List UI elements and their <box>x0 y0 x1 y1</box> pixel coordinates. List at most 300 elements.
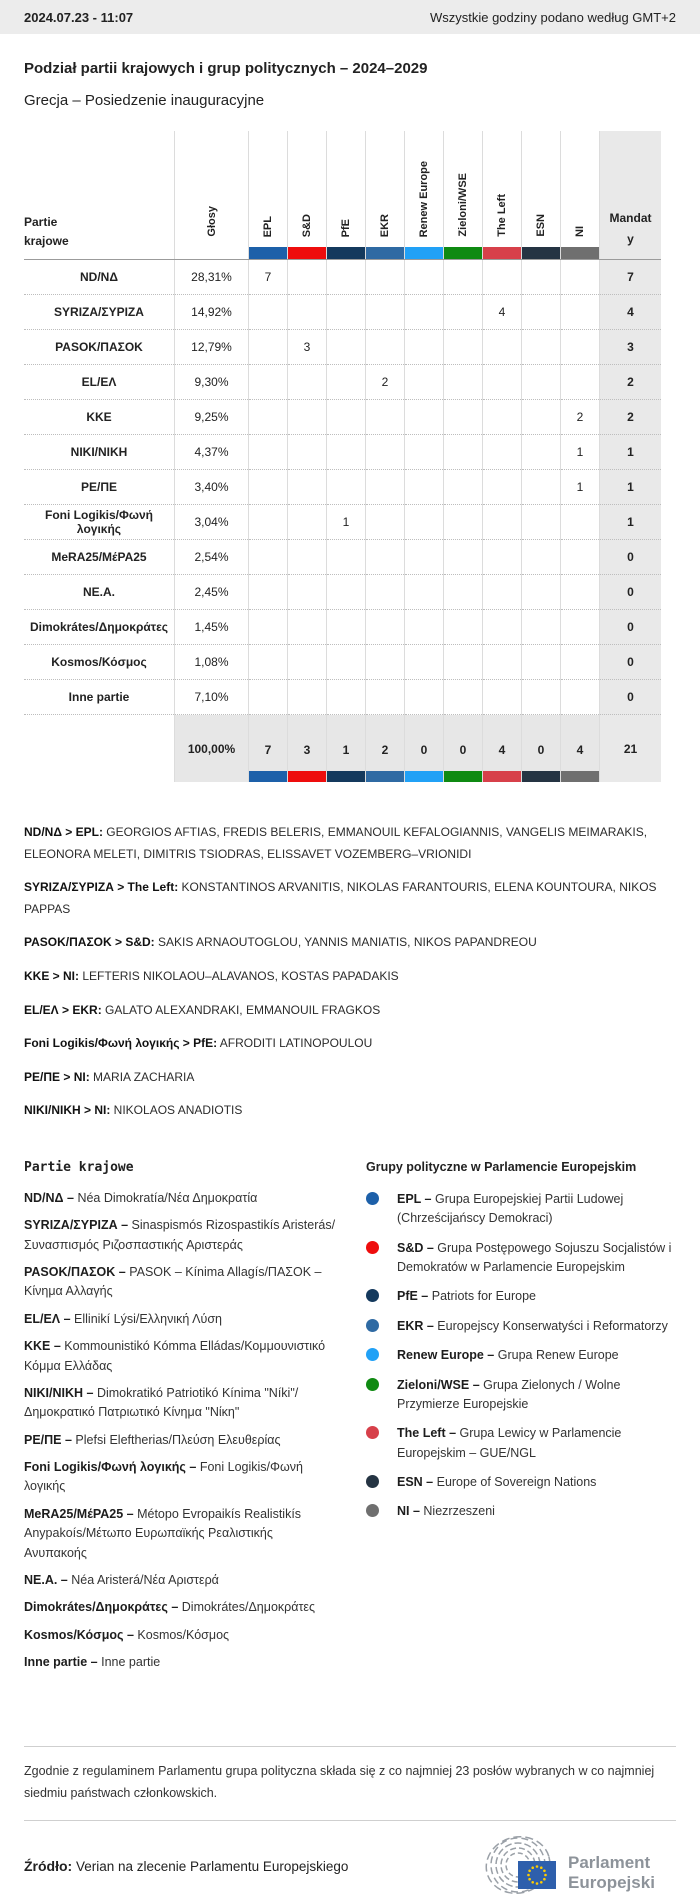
total-group-seats-value: 4 <box>498 743 506 757</box>
legend-group-name: ESN – <box>397 1475 437 1490</box>
group-seats-cell: 1 <box>327 505 366 540</box>
legend-party-item <box>24 1216 336 1255</box>
group-column-header-zieloni-wse <box>444 131 483 260</box>
assignment-prefix: PASOK/ΠΑΣΟΚ > S&D: <box>24 935 155 950</box>
page-title: Podział partii krajowych i grup politycznych – 2024–2029 <box>24 60 428 77</box>
group-seats-cell <box>249 575 288 610</box>
group-column-header-renew-europe <box>405 131 444 260</box>
votes-cell: 7,10% <box>175 680 249 715</box>
group-seats-cell <box>522 505 561 540</box>
party-name-cell: EL/ΕΛ <box>24 365 175 400</box>
legend-national-parties <box>24 1160 336 1681</box>
legend-party-name: NIKI/NIKH – <box>24 1385 97 1400</box>
votes-cell: 14,92% <box>175 295 249 330</box>
total-group-color-bar <box>522 771 560 782</box>
party-column-header <box>24 131 175 260</box>
legend-group-item <box>366 1502 676 1521</box>
group-seats-cell <box>327 435 366 470</box>
legend-group-name: EKR – <box>397 1318 438 1333</box>
assignment-line <box>24 966 676 988</box>
total-group-seats-value: 2 <box>381 743 389 757</box>
legend-party-item <box>24 1310 336 1329</box>
group-seats-cell <box>249 540 288 575</box>
legend-party-desc: Ellinikí Lýsi/Ελληνική Λύση <box>74 1311 222 1326</box>
party-name-cell: SYRIZA/ΣΥΡΙΖΑ <box>24 295 175 330</box>
group-seats-cell <box>483 575 522 610</box>
legend-group-item <box>366 1376 676 1415</box>
group-seats-cell <box>483 540 522 575</box>
source-text: Verian na zlecenie Parlamentu Europejskiego <box>75 1858 349 1874</box>
total-group-seats-cell <box>405 715 444 783</box>
assignment-line <box>24 1033 676 1055</box>
legend-group-item <box>366 1317 676 1336</box>
mandates-cell: 0 <box>600 575 662 610</box>
datetime-label: 2024.07.23 - 11:07 <box>24 9 134 25</box>
group-column-header-label: EKR <box>379 213 391 237</box>
group-seats-cell <box>444 330 483 365</box>
group-seats-cell <box>288 610 327 645</box>
total-group-seats-cell <box>366 715 405 783</box>
legend-party-desc: Plefsi Eleftherias/Πλεύση Ελευθερίας <box>75 1432 281 1447</box>
group-seats-cell <box>405 575 444 610</box>
mandates-cell: 7 <box>600 260 662 295</box>
total-group-color-bar <box>249 771 287 782</box>
group-seats-cell: 2 <box>561 400 600 435</box>
group-seats-cell <box>561 295 600 330</box>
legend-party-name: Dimokrátes/Δημοκράτες – <box>24 1600 182 1615</box>
group-seats-cell <box>405 470 444 505</box>
group-seats-cell <box>249 295 288 330</box>
legend-party-name: KKE – <box>24 1339 65 1354</box>
group-seats-cell: 7 <box>249 260 288 295</box>
mandates-cell: 1 <box>600 470 662 505</box>
legend-political-groups <box>366 1160 676 1681</box>
group-seats-cell <box>444 680 483 715</box>
legend-group-name: EPL – <box>397 1191 435 1206</box>
group-seats-cell <box>366 435 405 470</box>
legends <box>24 1160 676 1681</box>
group-column-header-ekr <box>366 131 405 260</box>
group-column-header-label: The Left <box>496 194 508 237</box>
group-color-dot <box>366 1504 379 1517</box>
legend-party-desc: Néa Aristerá/Νέα Αριστερά <box>71 1572 219 1587</box>
group-color-bar <box>561 247 599 259</box>
results-table <box>24 131 661 782</box>
group-column-header-label: Zieloni/WSE <box>457 173 469 237</box>
assignment-names: MARIA ZACHARIA <box>89 1069 195 1084</box>
group-seats-cell <box>405 610 444 645</box>
legend-group-name: Zieloni/WSE – <box>397 1377 484 1392</box>
total-group-seats-cell <box>327 715 366 783</box>
group-column-header-epl <box>249 131 288 260</box>
group-seats-cell: 1 <box>561 470 600 505</box>
assignment-line <box>24 1100 676 1122</box>
party-column-header-label: Partie krajowe <box>24 214 69 248</box>
mandates-cell: 0 <box>600 645 662 680</box>
total-group-color-bar <box>405 771 443 782</box>
party-name-cell: Inne partie <box>24 680 175 715</box>
group-seats-cell <box>327 575 366 610</box>
results-table-head <box>24 131 661 260</box>
votes-cell: 12,79% <box>175 330 249 365</box>
legend-party-item <box>24 1263 336 1302</box>
table-row <box>24 330 661 365</box>
divider-bottom <box>24 1820 676 1821</box>
group-seats-cell <box>561 575 600 610</box>
legend-parties-items <box>24 1189 336 1673</box>
group-column-header-pfe <box>327 131 366 260</box>
source-row <box>24 1835 676 1897</box>
group-color-dot <box>366 1289 379 1302</box>
assignment-line <box>24 1067 676 1089</box>
legend-group-desc: Grupa Europejskiej Partii Ludowej (Chrześcijańscy Demokraci) <box>397 1191 624 1226</box>
legend-party-name: ND/NΔ – <box>24 1190 78 1205</box>
mandates-cell: 2 <box>600 365 662 400</box>
votes-cell: 1,45% <box>175 610 249 645</box>
group-color-dot <box>366 1348 379 1361</box>
group-seats-cell <box>366 680 405 715</box>
group-seats-cell <box>288 400 327 435</box>
group-seats-cell <box>483 470 522 505</box>
group-seats-cell <box>444 470 483 505</box>
group-seats-cell <box>522 260 561 295</box>
group-seats-cell <box>522 470 561 505</box>
legend-party-name: SYRIZA/ΣΥΡΙΖΑ – <box>24 1218 132 1233</box>
group-seats-cell <box>444 435 483 470</box>
group-seats-cell <box>249 680 288 715</box>
table-header-row <box>24 131 661 260</box>
legend-party-item <box>24 1458 336 1497</box>
legend-group-name: PfE – <box>397 1289 432 1304</box>
legend-party-desc: Dimokrátes/Δημοκράτες <box>181 1600 316 1615</box>
group-seats-cell <box>249 400 288 435</box>
group-color-bar <box>522 247 560 259</box>
legend-group-desc: Patriots for Europe <box>431 1289 536 1304</box>
group-seats-cell <box>561 505 600 540</box>
group-seats-cell <box>405 365 444 400</box>
party-name-cell: Dimokrátes/Δημοκράτες <box>24 610 175 645</box>
group-seats-cell: 3 <box>288 330 327 365</box>
total-group-color-bar <box>483 771 521 782</box>
legend-party-item <box>24 1505 336 1563</box>
legend-party-desc: Kommounistikó Kómma Elládas/Κομμουνιστικό Κόμμα Ελλάδας <box>24 1339 326 1373</box>
group-seats-cell <box>483 645 522 680</box>
legend-party-desc: Métopo Evropaikís Realistikís Anypakoís/Μέτωπο Ευρωπαϊκής Ρεαλιστικής Ανυπακοής <box>24 1506 302 1560</box>
group-seats-cell <box>561 680 600 715</box>
total-group-color-bar <box>327 771 365 782</box>
group-column-header-label: ESN <box>535 214 547 237</box>
group-color-dot <box>366 1475 379 1488</box>
group-seats-cell <box>327 470 366 505</box>
table-row <box>24 470 661 505</box>
total-empty-cell <box>24 715 175 783</box>
group-seats-cell <box>522 540 561 575</box>
group-color-bar <box>249 247 287 259</box>
group-seats-cell <box>444 610 483 645</box>
group-seats-cell <box>522 680 561 715</box>
assignment-prefix: KKE > NI: <box>24 968 80 983</box>
legend-groups-items <box>366 1190 676 1522</box>
legend-party-item <box>24 1626 336 1645</box>
assignment-prefix: PE/ΠΕ > NI: <box>24 1069 90 1084</box>
group-column-header-s-d <box>288 131 327 260</box>
group-seats-cell <box>249 505 288 540</box>
party-name-cell: NIKI/NIKH <box>24 435 175 470</box>
legend-group-item <box>366 1424 676 1463</box>
group-seats-cell <box>561 365 600 400</box>
party-name-cell: NE.A. <box>24 575 175 610</box>
table-row <box>24 435 661 470</box>
legend-group-item <box>366 1473 676 1492</box>
legend-party-desc: Sinaspismós Rizospastikís Aristerás/Συνασπισμός Ριζοσπαστικής Αριστεράς <box>24 1218 336 1252</box>
group-seats-cell <box>522 330 561 365</box>
group-seats-cell <box>366 295 405 330</box>
group-seats-cell <box>327 260 366 295</box>
mandates-cell: 0 <box>600 680 662 715</box>
group-seats-cell <box>366 505 405 540</box>
group-seats-cell <box>522 400 561 435</box>
group-column-header-label: EPL <box>262 215 274 237</box>
group-seats-cell <box>483 435 522 470</box>
group-seats-cell <box>288 505 327 540</box>
legend-group-desc: Europe of Sovereign Nations <box>436 1475 597 1490</box>
divider-top <box>24 1746 676 1747</box>
mandates-cell: 3 <box>600 330 662 365</box>
legend-group-name: Renew Europe – <box>397 1348 498 1363</box>
legend-group-desc: Grupa Renew Europe <box>497 1348 619 1363</box>
legend-party-name: EL/ΕΛ – <box>24 1311 75 1326</box>
source-label: Źródło: <box>24 1857 73 1874</box>
assignment-names: KONSTANTINOS ARVANITIS, NIKOLAS FARANTOURIS, ELENA KOUNTOURA, NIKOS PAPPAS <box>24 880 657 916</box>
group-seats-cell <box>288 435 327 470</box>
svg-text:Europejski: Europejski <box>568 1872 655 1892</box>
votes-cell: 2,54% <box>175 540 249 575</box>
group-seats-cell <box>327 645 366 680</box>
table-row <box>24 575 661 610</box>
votes-cell: 28,31% <box>175 260 249 295</box>
table-row <box>24 540 661 575</box>
group-seats-cell <box>522 645 561 680</box>
assignment-line <box>24 877 676 920</box>
group-seats-cell <box>249 610 288 645</box>
total-group-seats-value: 0 <box>537 743 545 757</box>
group-seats-cell <box>288 645 327 680</box>
votes-cell: 1,08% <box>175 645 249 680</box>
mandates-column-header <box>600 131 662 260</box>
group-seats-cell <box>522 610 561 645</box>
eu-flag <box>518 1861 556 1889</box>
group-seats-cell <box>405 295 444 330</box>
group-seats-cell <box>405 330 444 365</box>
legend-party-item <box>24 1189 336 1208</box>
assignment-prefix: Foni Logikis/Φωνή λογικής > PfE: <box>24 1036 218 1051</box>
legend-party-name: Kosmos/Κόσμος – <box>24 1627 138 1642</box>
party-name-cell: KKE <box>24 400 175 435</box>
total-group-seats-value: 3 <box>303 743 311 757</box>
total-group-seats-cell <box>249 715 288 783</box>
assignment-names: GEORGIOS AFTIAS, FREDIS BELERIS, EMMANOUIL KEFALOGIANNIS, VANGELIS MEIMARAKIS, ELEONORA MELETI, DIMITRIS TSIODRAS, ELISSAVET VOZEMBERG–VRIONIDI <box>24 825 648 861</box>
group-color-bar <box>288 247 326 259</box>
assignment-names: SAKIS ARNAOUTOGLOU, YANNIS MANIATIS, NIKOS PAPANDREOU <box>154 935 537 950</box>
votes-column-header-label: Głosy <box>205 206 218 237</box>
votes-cell: 3,40% <box>175 470 249 505</box>
group-seats-cell <box>483 400 522 435</box>
legend-party-item <box>24 1431 336 1450</box>
group-seats-cell: 1 <box>561 435 600 470</box>
group-seats-cell <box>288 575 327 610</box>
group-seats-cell <box>327 400 366 435</box>
legend-group-desc: Niezrzeszeni <box>423 1504 495 1519</box>
group-color-dot <box>366 1192 379 1205</box>
group-seats-cell <box>288 365 327 400</box>
group-seats-cell <box>405 680 444 715</box>
group-seats-cell <box>288 540 327 575</box>
timezone-note: Wszystkie godziny podano według GMT+2 <box>429 9 676 25</box>
legend-group-item <box>366 1190 676 1229</box>
group-seats-cell <box>327 540 366 575</box>
legend-party-item <box>24 1598 336 1617</box>
assignments-list <box>24 822 676 1122</box>
legend-group-desc: Europejscy Konserwatyści i Reformatorzy <box>437 1318 668 1333</box>
table-row <box>24 505 661 540</box>
group-seats-cell <box>483 365 522 400</box>
group-color-dot <box>366 1241 379 1254</box>
group-seats-cell <box>522 575 561 610</box>
group-column-header-label: PfE <box>340 218 352 237</box>
votes-column-header <box>175 131 249 260</box>
group-seats-cell <box>366 400 405 435</box>
group-seats-cell: 4 <box>483 295 522 330</box>
table-row <box>24 260 661 295</box>
group-seats-cell <box>405 435 444 470</box>
group-seats-cell <box>561 540 600 575</box>
group-seats-cell <box>444 260 483 295</box>
group-seats-cell <box>405 540 444 575</box>
group-color-bar <box>366 247 404 259</box>
assignment-prefix: SYRIZA/ΣΥΡΙΖΑ > The Left: <box>24 880 179 895</box>
group-seats-cell <box>522 435 561 470</box>
party-name-cell: MeRA25/ΜέΡΑ25 <box>24 540 175 575</box>
total-group-seats-cell <box>522 715 561 783</box>
votes-cell: 9,30% <box>175 365 249 400</box>
group-seats-cell <box>561 645 600 680</box>
legend-party-desc: Dimokratikó Patriotikó Kínima "Níki"/Δημοκρατικό Πατριωτικό Κίνημα "Νίκη" <box>24 1385 299 1420</box>
mandates-column-header-label: Mandaty <box>609 210 652 247</box>
group-seats-cell <box>288 470 327 505</box>
assignment-line <box>24 1000 676 1022</box>
group-column-header-ni <box>561 131 600 260</box>
group-seats-cell <box>561 610 600 645</box>
group-seats-cell <box>327 610 366 645</box>
group-seats-cell <box>249 330 288 365</box>
total-group-seats-value: 0 <box>420 743 428 757</box>
mandates-cell: 1 <box>600 435 662 470</box>
assignment-line <box>24 822 676 865</box>
page-content <box>0 60 700 1897</box>
group-color-bar <box>327 247 365 259</box>
legend-group-desc: Grupa Postępowego Sojuszu Socjalistów i Demokratów w Parlamencie Europejskim <box>397 1240 672 1275</box>
votes-cell: 2,45% <box>175 575 249 610</box>
table-row <box>24 645 661 680</box>
total-votes-cell: 100,00% <box>175 715 249 783</box>
mandates-cell: 4 <box>600 295 662 330</box>
svg-text:Parlament: Parlament <box>568 1852 651 1872</box>
group-seats-cell <box>444 540 483 575</box>
group-seats-cell <box>444 295 483 330</box>
group-seats-cell <box>366 575 405 610</box>
group-seats-cell <box>561 260 600 295</box>
assignment-names: AFRODITI LATINOPOULOU <box>217 1036 373 1051</box>
european-parliament-logo <box>476 1835 676 1897</box>
legend-party-item <box>24 1384 336 1423</box>
votes-cell: 3,04% <box>175 505 249 540</box>
table-row <box>24 400 661 435</box>
group-seats-cell <box>366 645 405 680</box>
party-name-cell: Foni Logikis/Φωνή λογικής <box>24 505 175 540</box>
legend-party-item <box>24 1653 336 1672</box>
assignment-names: LEFTERIS NIKOLAOU–ALAVANOS, KOSTAS PAPADAKIS <box>79 968 399 983</box>
group-seats-cell <box>444 505 483 540</box>
group-seats-cell <box>444 400 483 435</box>
group-color-bar <box>405 247 443 259</box>
group-seats-cell <box>483 260 522 295</box>
assignment-prefix: ND/NΔ > EPL: <box>24 825 103 839</box>
group-color-dot <box>366 1426 379 1439</box>
footnote: Zgodnie z regulaminem Parlamentu grupa polityczna składa się z co najmniej 23 posłów wybranych w co najmniej siedmiu państwach członkowskich. <box>24 1764 655 1800</box>
assignment-prefix: NIKI/NIKH > NI: <box>24 1103 111 1118</box>
group-seats-cell <box>366 260 405 295</box>
group-seats-cell <box>405 400 444 435</box>
legend-party-name: NE.A. – <box>24 1572 72 1587</box>
group-seats-cell <box>288 295 327 330</box>
legend-party-desc: PASOK – Kínima Allagís/ΠΑΣΟΚ – Κίνημα Αλλαγής <box>24 1265 322 1299</box>
group-seats-cell: 2 <box>366 365 405 400</box>
legend-party-name: PASOK/ΠΑΣΟΚ – <box>24 1265 130 1280</box>
assignment-prefix: EL/ΕΛ > EKR: <box>24 1002 102 1017</box>
total-group-seats-value: 1 <box>342 743 350 757</box>
legend-group-name: NI – <box>397 1504 424 1519</box>
table-row <box>24 365 661 400</box>
total-group-seats-value: 0 <box>459 743 467 757</box>
group-column-header-label: NI <box>574 226 586 237</box>
page-subtitle: Grecja – Posiedzenie inauguracyjne <box>24 92 265 109</box>
mandates-cell: 0 <box>600 610 662 645</box>
legend-party-name: Inne partie – <box>24 1655 102 1670</box>
mandates-cell: 1 <box>600 505 662 540</box>
table-row <box>24 610 661 645</box>
mandates-cell: 2 <box>600 400 662 435</box>
legend-party-item <box>24 1571 336 1590</box>
group-seats-cell <box>366 470 405 505</box>
group-seats-cell <box>483 505 522 540</box>
party-name-cell: PE/ΠΕ <box>24 470 175 505</box>
legend-groups-heading: Grupy polityczne w Parlamencie Europejskim <box>366 1159 637 1174</box>
group-color-dot <box>366 1319 379 1332</box>
results-table-body <box>24 260 661 783</box>
group-column-header-label: Renew Europe <box>418 160 430 237</box>
votes-cell: 4,37% <box>175 435 249 470</box>
group-seats-cell <box>366 330 405 365</box>
assignment-names: NIKOLAOS ANADIOTIS <box>110 1103 243 1118</box>
total-group-color-bar <box>444 771 482 782</box>
legend-party-item <box>24 1337 336 1376</box>
group-seats-cell <box>249 645 288 680</box>
group-seats-cell <box>522 365 561 400</box>
total-group-color-bar <box>366 771 404 782</box>
group-seats-cell <box>483 330 522 365</box>
group-seats-cell <box>522 295 561 330</box>
legend-party-desc: Kosmos/Κόσμος <box>137 1627 230 1642</box>
